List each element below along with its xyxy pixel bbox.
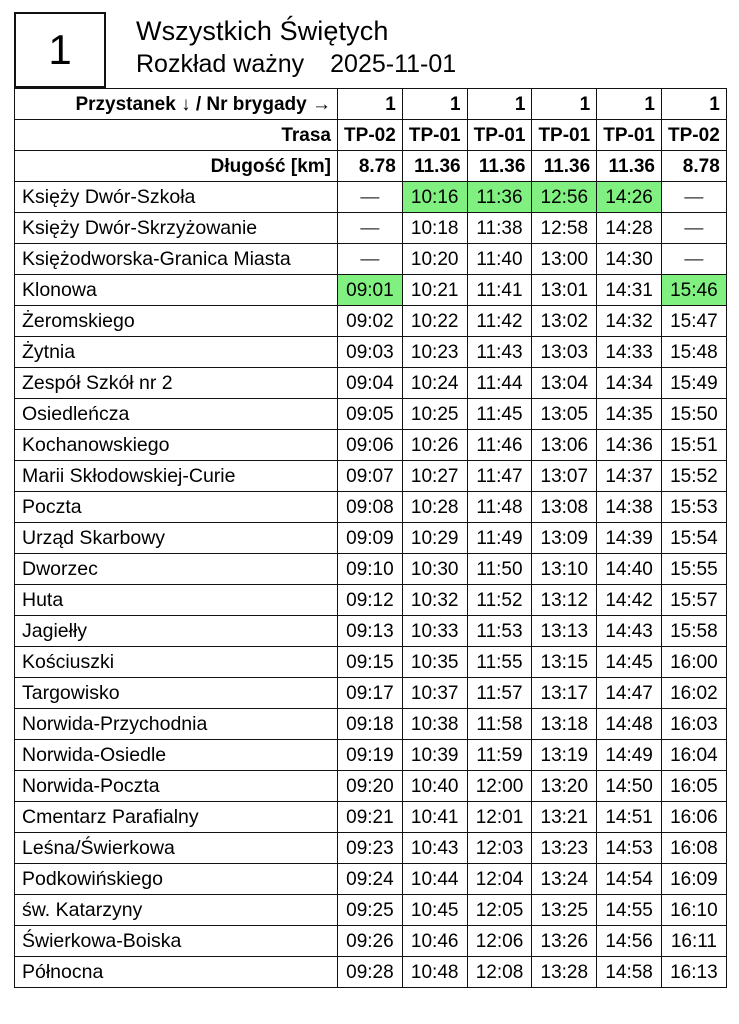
departure-time-cell: 09:21 [338,802,403,833]
departure-time-cell: 11:36 [467,182,532,213]
stop-name-cell: Żeromskiego [15,306,338,337]
departure-time-cell: 09:07 [338,461,403,492]
validity-row [136,48,456,81]
departure-time-cell: 15:55 [661,554,726,585]
table-row [15,306,727,337]
stop-name-cell: Podkowińskiego [15,864,338,895]
departure-time-cell: 13:01 [532,275,597,306]
stop-name-cell: Księży Dwór-Skrzyżowanie [15,213,338,244]
brigade-number-cell: 1 [467,89,532,120]
departure-time-cell: 11:48 [467,492,532,523]
stop-name-cell: Dworzec [15,554,338,585]
departure-time-cell: 12:56 [532,182,597,213]
timetable-container [0,88,739,988]
timetable-head [15,89,727,182]
departure-time-cell: 15:51 [661,430,726,461]
departure-time-cell: 11:53 [467,616,532,647]
no-service-cell: — [661,182,726,213]
departure-time-cell: 10:18 [402,213,467,244]
departure-time-cell: 11:44 [467,368,532,399]
departure-time-cell: 14:38 [597,492,662,523]
table-row [15,399,727,430]
departure-time-cell: 14:49 [597,740,662,771]
no-service-cell: — [661,213,726,244]
departure-time-cell: 13:24 [532,864,597,895]
departure-time-cell: 09:10 [338,554,403,585]
departure-time-cell: 14:53 [597,833,662,864]
departure-time-cell: 13:06 [532,430,597,461]
stop-name-cell: Klonowa [15,275,338,306]
departure-time-cell: 16:11 [661,926,726,957]
no-service-cell: — [338,182,403,213]
route-code-cell: TP-01 [597,120,662,151]
departure-time-cell: 09:23 [338,833,403,864]
departure-time-cell: 14:30 [597,244,662,275]
table-row [15,802,727,833]
departure-time-cell: 14:48 [597,709,662,740]
departure-time-cell: 15:50 [661,399,726,430]
validity-date: 2025-11-01 [330,50,457,78]
stop-name-cell: Kościuszki [15,647,338,678]
departure-time-cell: 14:56 [597,926,662,957]
departure-time-cell: 09:08 [338,492,403,523]
departure-time-cell: 13:04 [532,368,597,399]
table-row [15,492,727,523]
departure-time-cell: 14:54 [597,864,662,895]
departure-time-cell: 16:06 [661,802,726,833]
departure-time-cell: 09:04 [338,368,403,399]
departure-time-cell: 10:20 [402,244,467,275]
departure-time-cell: 13:28 [532,957,597,988]
table-row [15,895,727,926]
header-row-length [15,151,727,182]
header-row-route [15,120,727,151]
brigade-number-cell: 1 [532,89,597,120]
departure-time-cell: 11:50 [467,554,532,585]
departure-time-cell: 11:49 [467,523,532,554]
departure-time-cell: 15:57 [661,585,726,616]
departure-time-cell: 13:10 [532,554,597,585]
departure-time-cell: 16:08 [661,833,726,864]
departure-time-cell: 11:55 [467,647,532,678]
stop-name-cell: Księżodworska-Granica Miasta [15,244,338,275]
route-length-cell: 11.36 [467,151,532,182]
departure-time-cell: 16:10 [661,895,726,926]
table-row [15,275,727,306]
stop-name-cell: Urząd Skarbowy [15,523,338,554]
departure-time-cell: 14:55 [597,895,662,926]
departure-time-cell: 15:47 [661,306,726,337]
departure-time-cell: 14:36 [597,430,662,461]
departure-time-cell: 14:45 [597,647,662,678]
departure-time-cell: 14:50 [597,771,662,802]
departure-time-cell: 09:18 [338,709,403,740]
departure-time-cell: 10:38 [402,709,467,740]
departure-time-cell: 16:03 [661,709,726,740]
header-text-block [136,8,456,81]
no-service-cell: — [661,244,726,275]
departure-time-cell: 09:15 [338,647,403,678]
departure-time-cell: 11:47 [467,461,532,492]
departure-time-cell: 14:42 [597,585,662,616]
departure-time-cell: 09:24 [338,864,403,895]
departure-time-cell: 10:16 [402,182,467,213]
departure-time-cell: 11:38 [467,213,532,244]
timetable [14,88,727,988]
table-row [15,833,727,864]
table-row [15,957,727,988]
departure-time-cell: 11:42 [467,306,532,337]
departure-time-cell: 15:54 [661,523,726,554]
route-length-cell: 11.36 [597,151,662,182]
departure-time-cell: 14:26 [597,182,662,213]
stop-column-header: Przystanek ↓ / Nr brygady → [15,89,338,120]
line-number-badge [14,12,106,88]
timetable-header [0,0,739,88]
departure-time-cell: 10:26 [402,430,467,461]
departure-time-cell: 11:58 [467,709,532,740]
departure-time-cell: 15:46 [661,275,726,306]
table-row [15,523,727,554]
departure-time-cell: 09:03 [338,337,403,368]
stop-name-cell: Norwida-Przychodnia [15,709,338,740]
departure-time-cell: 14:34 [597,368,662,399]
departure-time-cell: 12:03 [467,833,532,864]
departure-time-cell: 10:44 [402,864,467,895]
departure-time-cell: 15:53 [661,492,726,523]
departure-time-cell: 14:47 [597,678,662,709]
departure-time-cell: 09:12 [338,585,403,616]
table-row [15,337,727,368]
departure-time-cell: 10:46 [402,926,467,957]
departure-time-cell: 09:02 [338,306,403,337]
route-length-cell: 8.78 [661,151,726,182]
departure-time-cell: 14:40 [597,554,662,585]
departure-time-cell: 11:57 [467,678,532,709]
stop-name-cell: Zespół Szkół nr 2 [15,368,338,399]
stop-name-cell: Cmentarz Parafialny [15,802,338,833]
stop-name-cell: Żytnia [15,337,338,368]
departure-time-cell: 09:28 [338,957,403,988]
departure-time-cell: 13:00 [532,244,597,275]
departure-time-cell: 09:19 [338,740,403,771]
stop-name-cell: Targowisko [15,678,338,709]
departure-time-cell: 10:24 [402,368,467,399]
departure-time-cell: 16:13 [661,957,726,988]
departure-time-cell: 11:40 [467,244,532,275]
stop-name-cell: Kochanowskiego [15,430,338,461]
route-length-cell: 11.36 [532,151,597,182]
departure-time-cell: 13:17 [532,678,597,709]
departure-time-cell: 13:21 [532,802,597,833]
stop-name-cell: Norwida-Poczta [15,771,338,802]
route-code-cell: TP-02 [338,120,403,151]
departure-time-cell: 13:05 [532,399,597,430]
stop-name-cell: Świerkowa-Boiska [15,926,338,957]
departure-time-cell: 10:39 [402,740,467,771]
departure-time-cell: 10:43 [402,833,467,864]
route-code-cell: TP-01 [467,120,532,151]
route-title: Wszystkich Świętych [136,16,389,46]
stop-name-cell: św. Katarzyny [15,895,338,926]
header-row-brigades [15,89,727,120]
departure-time-cell: 16:02 [661,678,726,709]
stop-name-cell: Księży Dwór-Szkoła [15,182,338,213]
departure-time-cell: 13:15 [532,647,597,678]
departure-time-cell: 10:28 [402,492,467,523]
departure-time-cell: 10:48 [402,957,467,988]
table-row [15,678,727,709]
departure-time-cell: 12:06 [467,926,532,957]
departure-time-cell: 09:17 [338,678,403,709]
no-service-cell: — [338,244,403,275]
table-row [15,244,727,275]
departure-time-cell: 12:08 [467,957,532,988]
departure-time-cell: 13:08 [532,492,597,523]
departure-time-cell: 15:48 [661,337,726,368]
table-row [15,864,727,895]
departure-time-cell: 13:23 [532,833,597,864]
departure-time-cell: 13:07 [532,461,597,492]
departure-time-cell: 10:37 [402,678,467,709]
departure-time-cell: 11:43 [467,337,532,368]
departure-time-cell: 13:18 [532,709,597,740]
departure-time-cell: 15:49 [661,368,726,399]
departure-time-cell: 11:59 [467,740,532,771]
table-row [15,554,727,585]
departure-time-cell: 13:25 [532,895,597,926]
departure-time-cell: 14:58 [597,957,662,988]
departure-time-cell: 10:25 [402,399,467,430]
table-row [15,213,727,244]
validity-label: Rozkład ważny [136,50,305,78]
departure-time-cell: 11:41 [467,275,532,306]
departure-time-cell: 13:09 [532,523,597,554]
brigade-number-cell: 1 [597,89,662,120]
route-length-cell: 8.78 [338,151,403,182]
departure-time-cell: 12:01 [467,802,532,833]
departure-time-cell: 09:09 [338,523,403,554]
stop-name-cell: Marii Skłodowskiej-Curie [15,461,338,492]
departure-time-cell: 10:45 [402,895,467,926]
departure-time-cell: 10:21 [402,275,467,306]
brigade-number-cell: 1 [661,89,726,120]
route-length-cell: 11.36 [402,151,467,182]
no-service-cell: — [338,213,403,244]
departure-time-cell: 14:37 [597,461,662,492]
departure-time-cell: 14:33 [597,337,662,368]
stop-name-cell: Jagiełły [15,616,338,647]
stop-name-cell: Huta [15,585,338,616]
departure-time-cell: 10:40 [402,771,467,802]
departure-time-cell: 13:02 [532,306,597,337]
table-row [15,709,727,740]
table-row [15,430,727,461]
route-code-cell: TP-01 [532,120,597,151]
departure-time-cell: 10:33 [402,616,467,647]
table-row [15,368,727,399]
departure-time-cell: 14:32 [597,306,662,337]
stop-name-cell: Leśna/Świerkowa [15,833,338,864]
departure-time-cell: 12:58 [532,213,597,244]
departure-time-cell: 11:45 [467,399,532,430]
departure-time-cell: 11:52 [467,585,532,616]
departure-time-cell: 09:05 [338,399,403,430]
departure-time-cell: 10:29 [402,523,467,554]
table-row [15,182,727,213]
departure-time-cell: 12:05 [467,895,532,926]
departure-time-cell: 16:05 [661,771,726,802]
departure-time-cell: 10:35 [402,647,467,678]
timetable-body [15,182,727,988]
table-row [15,771,727,802]
departure-time-cell: 10:27 [402,461,467,492]
departure-time-cell: 13:20 [532,771,597,802]
table-row [15,926,727,957]
departure-time-cell: 11:46 [467,430,532,461]
departure-time-cell: 13:12 [532,585,597,616]
departure-time-cell: 14:51 [597,802,662,833]
departure-time-cell: 13:26 [532,926,597,957]
departure-time-cell: 09:13 [338,616,403,647]
departure-time-cell: 14:39 [597,523,662,554]
departure-time-cell: 13:13 [532,616,597,647]
departure-time-cell: 09:25 [338,895,403,926]
departure-time-cell: 14:28 [597,213,662,244]
stop-name-cell: Poczta [15,492,338,523]
brigade-number-cell: 1 [338,89,403,120]
departure-time-cell: 12:00 [467,771,532,802]
departure-time-cell: 16:04 [661,740,726,771]
departure-time-cell: 12:04 [467,864,532,895]
table-row [15,616,727,647]
table-row [15,585,727,616]
departure-time-cell: 10:32 [402,585,467,616]
departure-time-cell: 16:00 [661,647,726,678]
brigade-number-cell: 1 [402,89,467,120]
departure-time-cell: 13:19 [532,740,597,771]
departure-time-cell: 15:58 [661,616,726,647]
table-row [15,461,727,492]
departure-time-cell: 09:20 [338,771,403,802]
departure-time-cell: 10:22 [402,306,467,337]
route-row-label: Trasa [15,120,338,151]
length-row-label: Długość [km] [15,151,338,182]
table-row [15,740,727,771]
departure-time-cell: 16:09 [661,864,726,895]
table-row [15,647,727,678]
stop-name-cell: Osiedleńcza [15,399,338,430]
departure-time-cell: 14:43 [597,616,662,647]
departure-time-cell: 14:35 [597,399,662,430]
stop-name-cell: Norwida-Osiedle [15,740,338,771]
departure-time-cell: 09:26 [338,926,403,957]
departure-time-cell: 13:03 [532,337,597,368]
departure-time-cell: 09:06 [338,430,403,461]
stop-name-cell: Północna [15,957,338,988]
departure-time-cell: 10:23 [402,337,467,368]
departure-time-cell: 10:41 [402,802,467,833]
departure-time-cell: 10:30 [402,554,467,585]
route-code-cell: TP-02 [661,120,726,151]
departure-time-cell: 15:52 [661,461,726,492]
line-number-text: 1 [48,26,72,73]
departure-time-cell: 09:01 [338,275,403,306]
departure-time-cell: 14:31 [597,275,662,306]
route-code-cell: TP-01 [402,120,467,151]
